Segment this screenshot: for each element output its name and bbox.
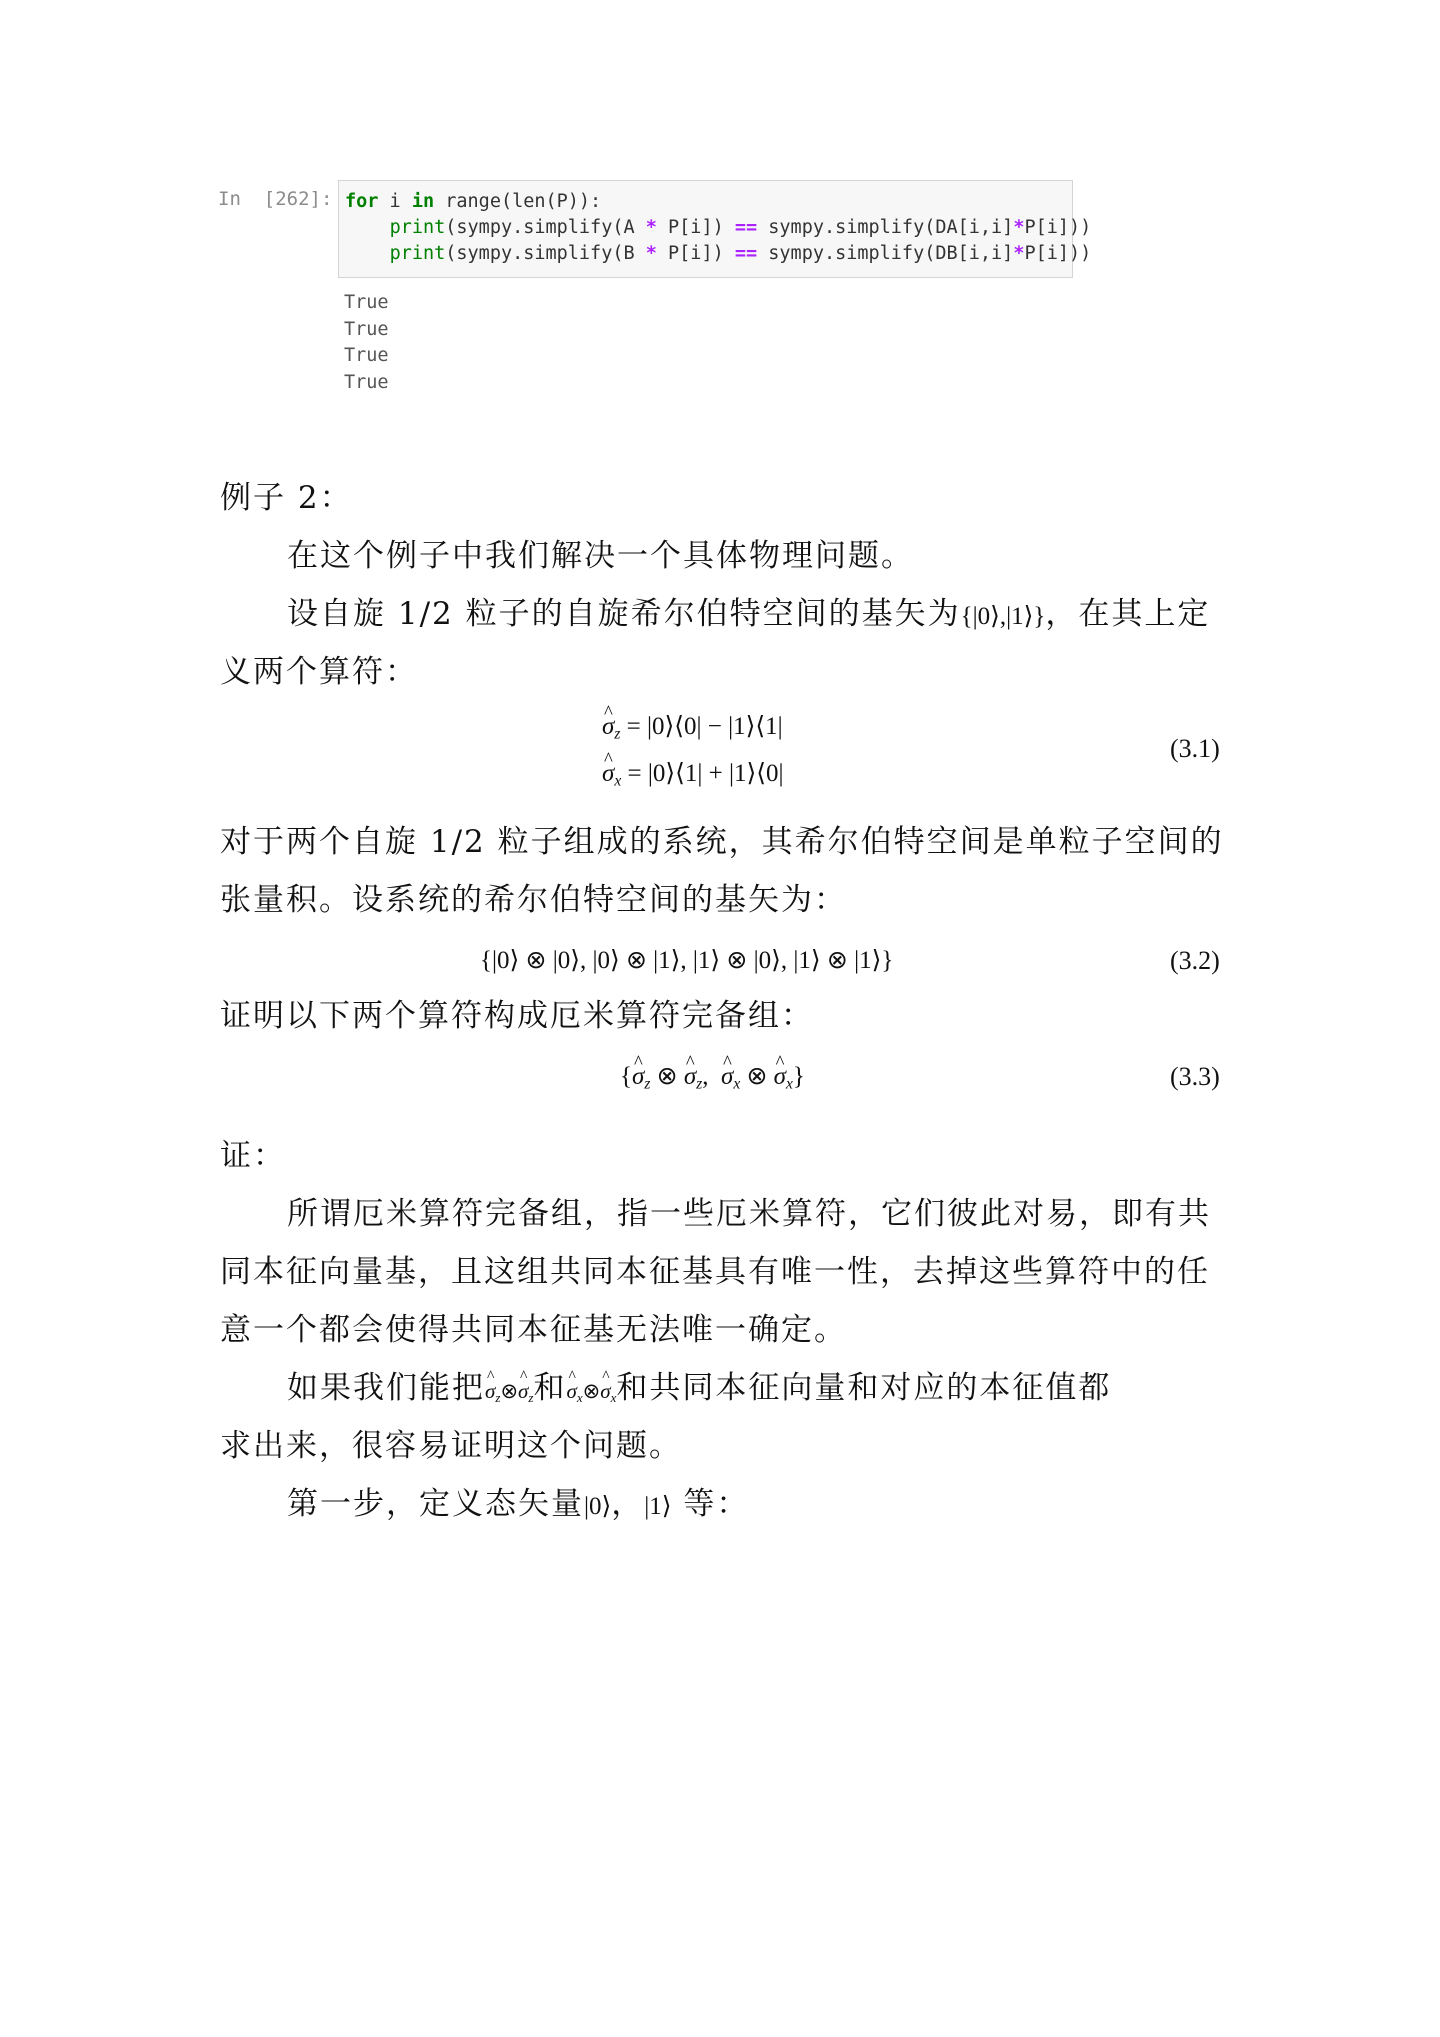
example-heading: 例子 2： <box>220 480 353 516</box>
code-editor[interactable] <box>338 180 1092 278</box>
paragraph-intro: 在这个例子中我们解决一个具体物理问题。 <box>287 538 914 574</box>
cell-prompt: In [262]: <box>218 188 333 210</box>
equation-number-3-2: (3.2) <box>1170 946 1220 975</box>
paragraph-basis-line2: 义两个算符： <box>220 654 418 690</box>
paragraph-tensor-line1: 对于两个自旋 1/2 粒子组成的系统，其希尔伯特空间是单粒子空间的 <box>220 824 1224 860</box>
paragraph-tensor-line2: 张量积。设系统的希尔伯特空间的基矢为： <box>220 882 847 918</box>
output-line: True <box>344 345 389 366</box>
paragraph-plan-line2: 求出来，很容易证明这个问题。 <box>220 1428 682 1464</box>
equation-number-3-3: (3.3) <box>1170 1062 1220 1091</box>
paragraph-definition-line3: 意一个都会使得共同本征基无法唯一确定。 <box>220 1312 847 1348</box>
equation-two-particle-basis: {|0⟩ ⊗ |0⟩, |0⟩ ⊗ |1⟩, |1⟩ ⊗ |0⟩, |1⟩ ⊗ |1⟩} <box>480 947 894 974</box>
paragraph-step-one: 第一步，定义态矢量|0⟩，|1⟩ 等： <box>287 1486 750 1522</box>
cell-output <box>344 290 389 396</box>
paragraph-basis-line1: 设自旋 1/2 粒子的自旋希尔伯特空间的基矢为{|0⟩,|1⟩}，在其上定 <box>287 596 1211 632</box>
output-line: True <box>344 371 389 393</box>
output-line: True <box>344 292 389 313</box>
equation-sigma-z: ^ $\sigma_z$ = |0⟩⟨0| − |1⟩⟨1| <box>602 710 783 752</box>
code-line-1: for i in range(len(P)): <box>345 191 602 212</box>
paragraph-definition-line1: 所谓厄米算符完备组，指一些厄米算符，它们彼此对易，即有共 <box>287 1196 1211 1232</box>
equation-number-3-1: (3.1) <box>1170 734 1220 763</box>
basis-set-math: {|0⟩,|1⟩} <box>960 603 1046 630</box>
output-line: True <box>344 318 389 340</box>
paragraph-definition-line2: 同本征向量基，且这组共同本征基具有唯一性，去掉这些算符中的任 <box>220 1254 1210 1290</box>
proof-heading: 证： <box>220 1138 286 1174</box>
paragraph-claim: 证明以下两个算符构成厄米算符完备组： <box>220 998 814 1034</box>
code-line-3: print(sympy.simplify(B * P[i]) == sympy.simplify(DB[i,i]*P[i])) <box>389 243 1092 264</box>
equation-operator-set: {^ $\sigma_z$ ⊗ ^ $\sigma_z$, ^ $\sigma_x$ ⊗ ^ $\sigma_x$} <box>620 1060 805 1102</box>
paragraph-plan-line1: 如果我们能把^ $\sigma_z\otimes\^{}$ $\sigma_z$和^ $\sigma_x\otimes\^{}$ $\sigma_x$和共同本征向量和对应的本征值都 <box>287 1368 1111 1418</box>
code-line-2: print(sympy.simplify(A * P[i]) == sympy.simplify(DA[i,i]*P[i])) <box>389 217 1092 238</box>
equation-sigma-x: ^ $\sigma_x$ = |0⟩⟨1| + |1⟩⟨0| <box>602 757 783 799</box>
